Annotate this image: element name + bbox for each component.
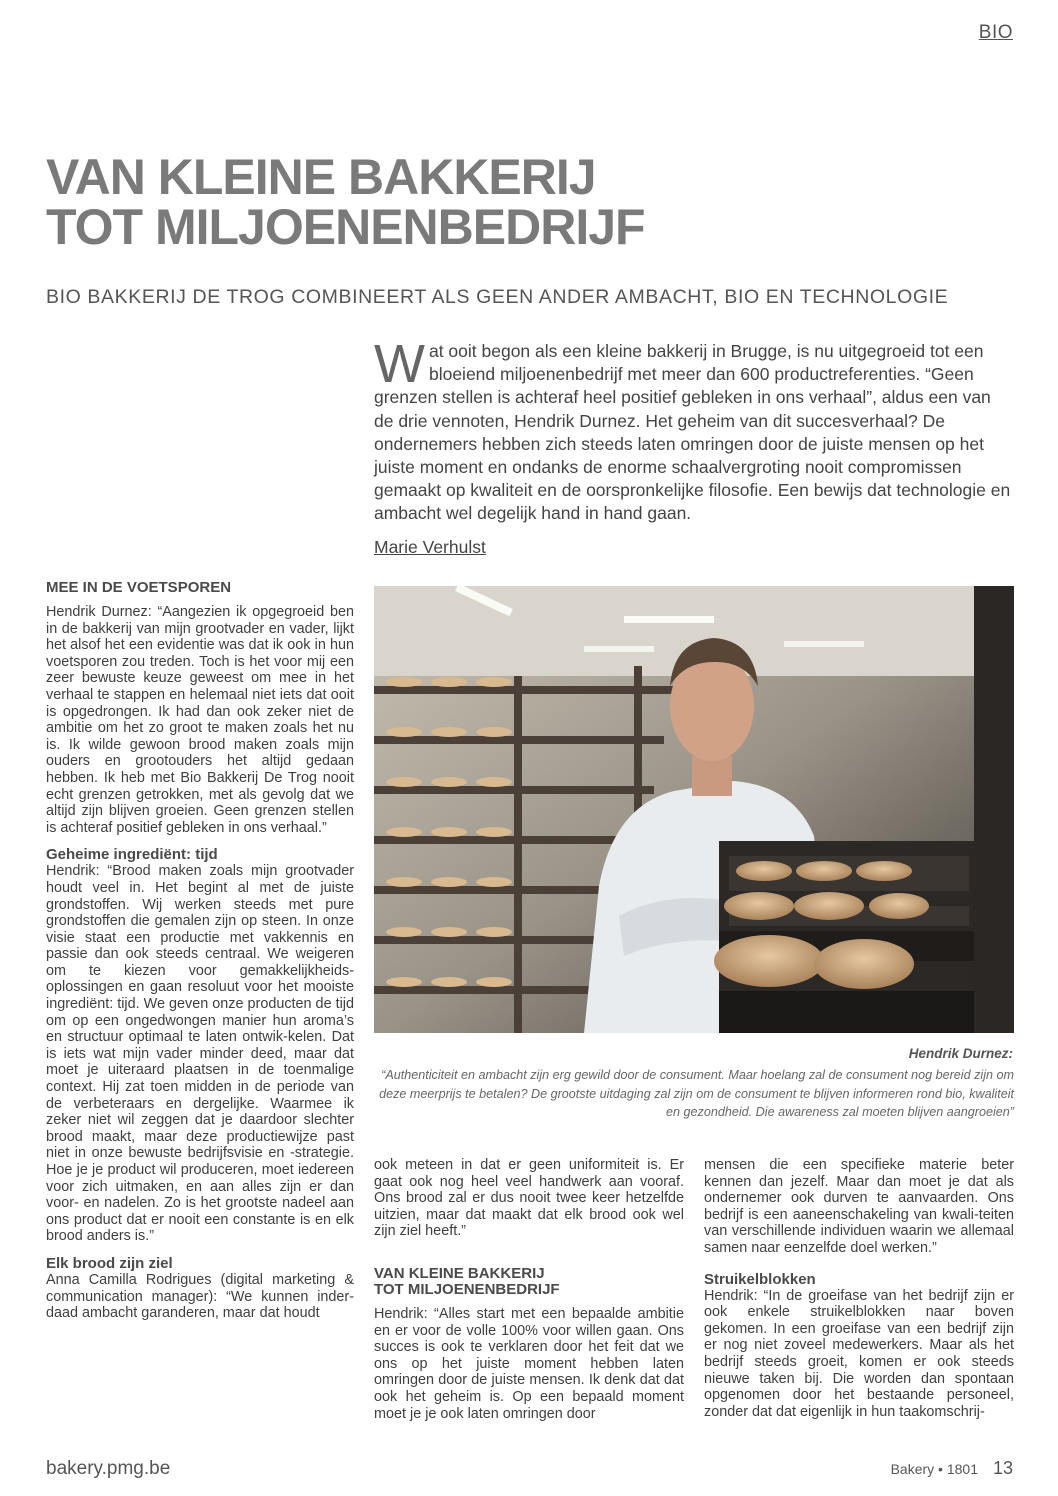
section-heading: MEE IN DE VOETSPOREN bbox=[46, 579, 232, 596]
body-paragraph: mensen die een specifieke materie beter kennen dan jezelf. Maar dan moet je dat als ondernemer ook durven te aanvaarden. Ons bedrijf is een aaneenschakeling van kwali-teiten van verschillende individuen waarin we allemaal samen naar eenzelfde doel werken.” bbox=[704, 1157, 1014, 1256]
subheading: Elk brood zijn ziel bbox=[46, 1254, 173, 1272]
footer-website-link[interactable]: bakery.pmg.be bbox=[46, 1458, 171, 1479]
body-paragraph: ook meteen in dat er geen uniformiteit is. Er gaat ook nog heel veel handwerk aan vooraf. Ons brood zal er dus nooit twee keer hetzelfde uitzien, maar dat maakt dat elk brood ook wel zijn ziel heeft.” bbox=[374, 1157, 684, 1240]
article-headline bbox=[46, 149, 946, 255]
subheading: Geheime ingrediënt: tijd bbox=[46, 846, 218, 864]
headline-line-2: TOT MILJOENENBEDRIJF bbox=[46, 199, 645, 255]
baker-photo bbox=[374, 586, 1014, 1033]
page-number: 13 bbox=[992, 1458, 1013, 1478]
intro-text: at ooit begon als een kleine bakkerij in Brugge, is nu uitgegroeid tot een bloeiend miljoenenbedrijf met meer dan 600 productreferenties. “Geen grenzen stellen is achteraf heel positief gebleken in ons verhaal”, aldus een van de drie vennoten, Hendrik Durnez. Het geheim van dit succesverhaal? De ondernemers hebben zich steeds laten omringen door de juiste mensen op het juiste moment en ondanks de enorme schaalvergroting nooit compromissen gemaakt op kwaliteit en de oorspronkelijke filosofie. Een bewijs dat technologie en ambacht wel degelijk hand in hand gaan. bbox=[374, 341, 1011, 524]
article-column-3 bbox=[704, 1157, 1014, 1420]
article-column-2 bbox=[374, 1157, 684, 1422]
caption-quote: “Authenticiteit en ambacht zijn erg gewild door de consument. Maar hoelang zal de consument nog bereid zijn om deze meerprijs te betalen? De grootste uitdaging zal zijn om de consument te blijven informeren rond bio, kwaliteit en gezondheid. Die awareness zal moeten blijven aangroeien” bbox=[379, 1068, 1014, 1119]
section-heading bbox=[374, 1266, 684, 1298]
intro-paragraph bbox=[374, 334, 1014, 526]
section-tag[interactable]: BIO bbox=[978, 22, 1013, 43]
section-heading-line-2: TOT MILJOENENBEDRIJF bbox=[374, 1280, 560, 1298]
body-paragraph: Hendrik: “In de groeifase van het bedrijf zijn er ook enkele struikelblokken naar boven gekomen. In een groeifase van een bedrijf zijn er nog niet zoveel medewerkers. Maar als het bedrijf steeds groeit, komen er ook steeds nieuwe taken bij. Die worden dan spontaan opgenomen door het bestaande personeel, zonder dat dat eigenlijk in hun taakomschrij- bbox=[704, 1287, 1014, 1420]
author-byline[interactable]: Marie Verhulst bbox=[374, 537, 486, 557]
article-column-1 bbox=[46, 580, 354, 1322]
subheading: Struikelblokken bbox=[704, 1270, 816, 1288]
dropcap-letter: W bbox=[374, 334, 425, 394]
article-subheadline: BIO BAKKERIJ DE TROG COMBINEERT ALS GEEN ANDER AMBACHT, BIO EN TECHNOLOGIE bbox=[46, 286, 949, 308]
body-paragraph: Hendrik: “Brood maken zoals mijn grootvader houdt veel in. Het begint al met de juiste grondstoffen. Wij werken steeds met pure grondstoffen die gemalen zijn op steen. In onze visie staat een productie met vakkennis en passie dan ook steeds centraal. We weigeren om te kiezen voor gemakkelijkheids-oplossingen en gaan resoluut voor het mooiste ingrediënt: tijd. We geven onze producten de tijd om op een ongedwongen manier hun aroma’s en structuur optimaal te laten ontwik-kelen. Dat is iets wat mijn vader minder deed, maar dat moet je uiteraard plaatsen in de toenmalige context. Hij zat toen midden in de periode van de verbeteraars en dergelijke. Waarmee ik zeker niet wil zeggen dat je daardoor slechter brood maakt, maar deze productiewijze past niet in onze bewuste bedrijfsvisie en -strategie. Hoe je je product wil produceren, moet iedereen voor zich uitmaken, en aan alles zijn er dan voor- en nadelen. Zo is het grootste nadeel aan ons product dat er nooit een constante is en elk brood anders is.” bbox=[46, 863, 354, 1245]
footer-issue: Bakery • 1801 bbox=[890, 1461, 978, 1477]
caption-name: Hendrik Durnez: bbox=[908, 1046, 1013, 1061]
body-paragraph: Anna Camilla Rodrigues (digital marketing & communication manager): “We kunnen inder-daad ambacht garanderen, maar dat houdt bbox=[46, 1271, 354, 1322]
body-paragraph: Hendrik Durnez: “Aangezien ik opgegroeid ben in de bakkerij van mijn grootvader en vader, lijkt het alsof het een evidentie was dat ik ook in hun voetsporen zou treden. Toch is het voor mij een zeer bewuste keuze geweest om mee in het verhaal te stappen en helemaal niet iets dat ooit is opgedrongen. Ik had dan ook zeker niet de ambitie om het zo groot te maken zoals het nu is. Ik wilde gewoon brood maken zoals mijn ouders en grootouders het altijd gedaan hebben. Ik heb met Bio Bakkerij De Trog nooit echt grenzen getrokken, met als gevolg dat we altijd zijn blijven groeien. Geen grenzen stellen is achteraf positief gebleken in ons verhaal.” bbox=[46, 604, 354, 836]
body-paragraph: Hendrik: “Alles start met een bepaalde ambitie en er voor de volle 100% voor willen gaan. Ons succes is ook te verklaren door het feit dat we ons op het juiste moment hebben laten omringen door de juiste mensen. Ik denk dat dat ook het geheim is. Op een bepaald moment moet je je ook laten omringen door bbox=[374, 1305, 684, 1422]
section-heading-line-1: VAN KLEINE BAKKERIJ bbox=[374, 1264, 545, 1282]
headline-line-1: VAN KLEINE BAKKERIJ bbox=[46, 149, 596, 205]
